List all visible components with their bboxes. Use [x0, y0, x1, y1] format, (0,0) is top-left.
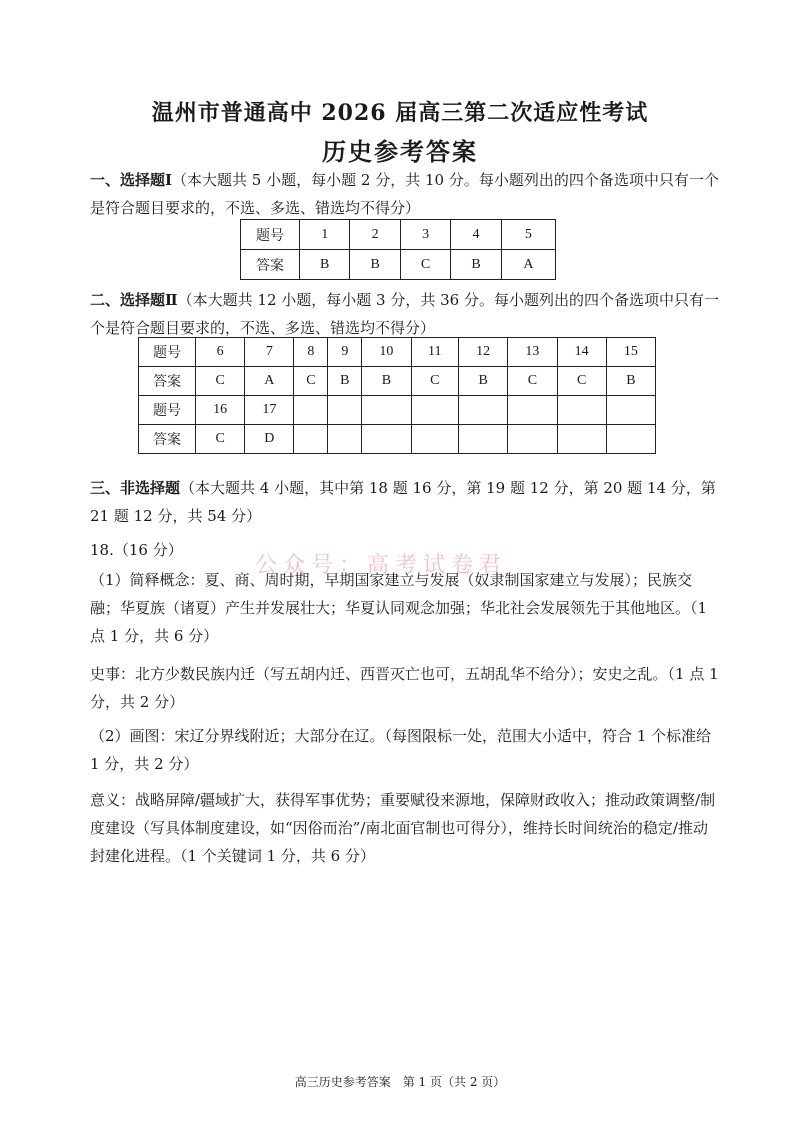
answer-cell: C: [400, 250, 450, 280]
doc-subtitle: 历史参考答案: [322, 137, 478, 166]
table-row: [139, 425, 656, 454]
answer-cell: 11: [411, 338, 459, 367]
answer-cell: 10: [362, 338, 411, 367]
answer-cell: [294, 425, 328, 454]
answer-cell: B: [451, 250, 501, 280]
answer-cell: [362, 396, 411, 425]
row-header-cell: 答案: [139, 425, 196, 454]
answer-cell: [606, 396, 655, 425]
answer-cell: 1: [300, 220, 350, 250]
answer-cell: [508, 396, 557, 425]
answer-cell: C: [557, 367, 606, 396]
section3-heading: 三、非选择题: [90, 479, 181, 497]
q18-title: 18.（16 分）: [90, 541, 183, 559]
section2-desc: （本大题共 12 小题，每小题 3 分，共 36 分。每小题列出的四个备选项中只有一个是符合题目要求的，不选、多选、错选均不得分）: [90, 291, 719, 337]
section1-desc: （本大题共 5 小题，每小题 2 分，共 10 分。每小题列出的四个备选项中只有一个是符合题目要求的，不选、多选、错选均不得分）: [90, 171, 719, 217]
answer-cell: [557, 425, 606, 454]
answer-cell: [557, 396, 606, 425]
answer-cell: B: [606, 367, 655, 396]
section1-intro: [90, 166, 720, 222]
answer-cell: [328, 396, 362, 425]
answer-cell: 6: [196, 338, 245, 367]
answer-cell: 14: [557, 338, 606, 367]
section2-heading: 二、选择题Ⅱ: [90, 291, 178, 309]
answer-cell: [328, 425, 362, 454]
answer-cell: [459, 396, 508, 425]
section1-heading: 一、选择题Ⅰ: [90, 171, 173, 189]
page-footer: 高三历史参考答案 第 1 页（共 2 页）: [294, 1075, 506, 1089]
q18-events: 史事：北方少数民族内迁（写五胡内迁、西晋灭亡也可，五胡乱华不给分）；安史之乱。（1 点 1 分，共 2 分）: [90, 665, 719, 711]
answer-cell: [606, 425, 655, 454]
section3-intro: [90, 474, 720, 530]
answer-cell: 9: [328, 338, 362, 367]
row-header-cell: 答案: [241, 250, 300, 280]
answer-cell: 8: [294, 338, 328, 367]
exam-title: 温州市普通高中 2026 届高三第二次适应性考试: [151, 100, 649, 126]
answer-cell: B: [328, 367, 362, 396]
answer-cell: B: [362, 367, 411, 396]
answer-cell: C: [196, 367, 245, 396]
answer-cell: [411, 396, 459, 425]
section3-desc: （本大题共 4 小题，其中第 18 题 16 分，第 19 题 12 分，第 20 题 14 分，第 21 题 12 分，共 54 分）: [90, 479, 716, 525]
answer-cell: C: [508, 367, 557, 396]
q18-significance: 意义：战略屏障/疆域扩大，获得军事优势；重要赋役来源地，保障财政收入；推动政策调整/制度建设（写具体制度建设，如“因俗而治”/南北面官制也可得分），维持长时间统治的稳定/推动封建化进程。（1 个关键词 1 分，共 6 分）: [90, 791, 716, 865]
answer-cell: 7: [245, 338, 294, 367]
answer-cell: 12: [459, 338, 508, 367]
table-row: [139, 367, 656, 396]
answer-cell: 2: [350, 220, 400, 250]
row-header-cell: 题号: [139, 396, 196, 425]
answer-cell: 17: [245, 396, 294, 425]
q18-part2: （2）画图：宋辽分界线附近；大部分在辽。（每图限标一处，范围大小适中，符合 1 个标准给 1 分，共 2 分）: [90, 727, 712, 773]
answer-cell: A: [501, 250, 555, 280]
row-header-cell: 题号: [139, 338, 196, 367]
table-row: [139, 396, 656, 425]
answer-cell: [411, 425, 459, 454]
answer-cell: B: [300, 250, 350, 280]
answer-cell: 15: [606, 338, 655, 367]
answer-cell: C: [294, 367, 328, 396]
answer-cell: [362, 425, 411, 454]
answer-cell: [459, 425, 508, 454]
table-row: [241, 250, 556, 280]
q18-part1: （1）简释概念：夏、商、周时期，早期国家建立与发展（奴隶制国家建立与发展）；民族交融；华夏族（诸夏）产生并发展壮大；华夏认同观念加强；华北社会发展领先于其他地区。（1 点 1 分，共 6 分）: [90, 571, 708, 645]
answer-cell: D: [245, 425, 294, 454]
section2-answer-table: [138, 337, 656, 454]
answer-cell: 5: [501, 220, 555, 250]
answer-cell: [294, 396, 328, 425]
answer-cell: 16: [196, 396, 245, 425]
answer-cell: 3: [400, 220, 450, 250]
answer-cell: B: [459, 367, 508, 396]
answer-cell: C: [196, 425, 245, 454]
answer-cell: B: [350, 250, 400, 280]
row-header-cell: 答案: [139, 367, 196, 396]
answer-cell: 13: [508, 338, 557, 367]
row-header-cell: 题号: [241, 220, 300, 250]
answer-cell: 4: [451, 220, 501, 250]
answer-cell: [508, 425, 557, 454]
section2-intro: [90, 286, 720, 342]
table-row: [241, 220, 556, 250]
section1-answer-table: [240, 219, 556, 280]
answer-cell: C: [411, 367, 459, 396]
watermark: 公众号：高考试卷君: [255, 553, 508, 578]
table-row: [139, 338, 656, 367]
answer-cell: A: [245, 367, 294, 396]
